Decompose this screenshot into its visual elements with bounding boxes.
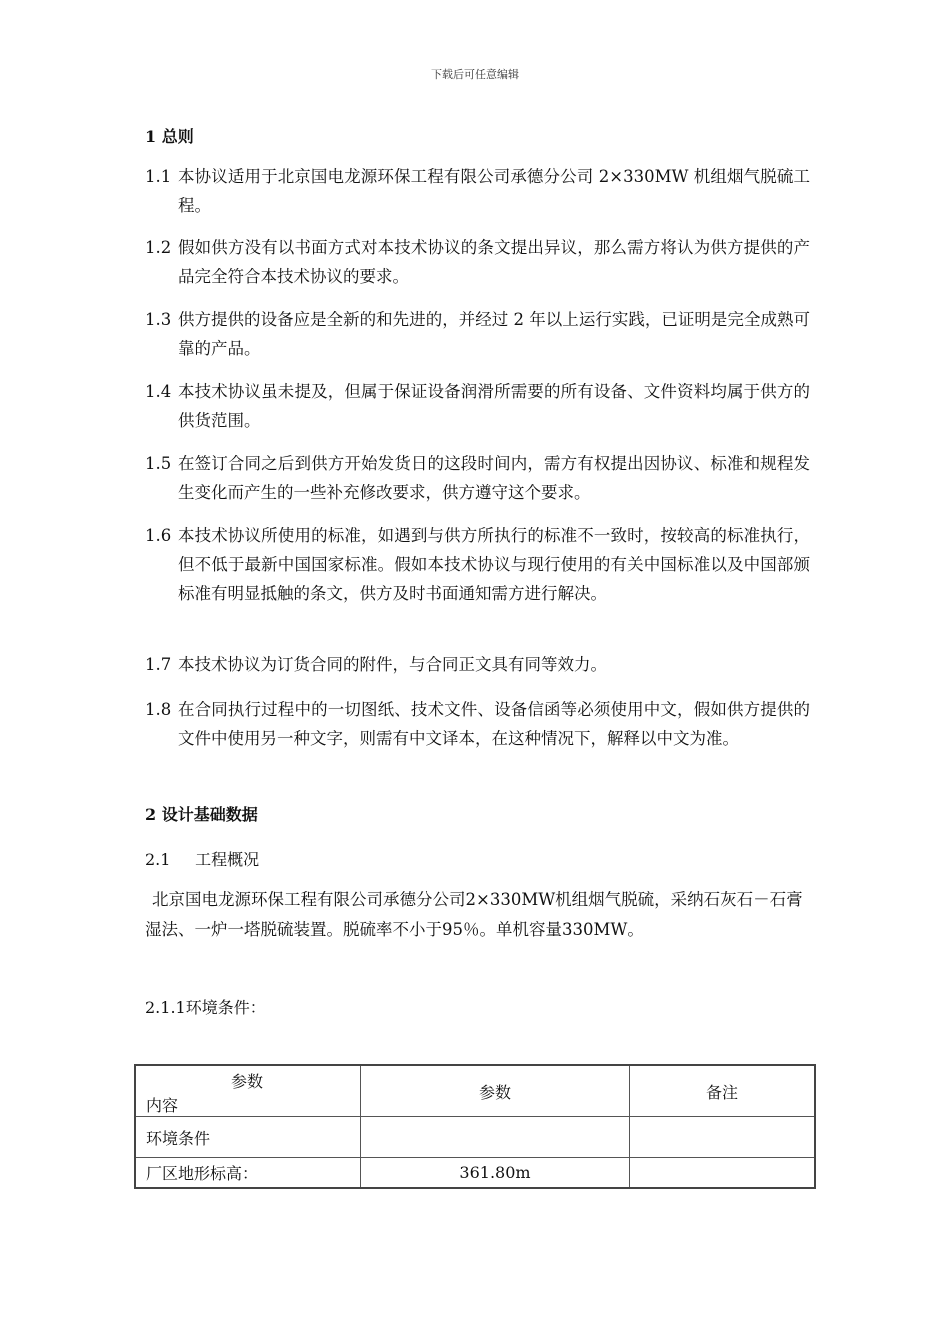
environment-conditions-label: 2.1.1环境条件： (145, 998, 266, 1017)
clause-number: 1.1 (145, 167, 172, 186)
clause-1-4 (145, 377, 810, 435)
table-row (135, 1117, 815, 1158)
section-1-title: 1 总则 (145, 127, 194, 146)
header-diag-top: 参数 (231, 1072, 264, 1091)
subsection-2-1 (145, 847, 259, 870)
header-param-cell: 参数 (361, 1065, 630, 1117)
project-overview-paragraph: 北京国电龙源环保工程有限公司承德分公司2×330MW机组烟气脱硫，采纳石灰石－石膏湿法、一炉一塔脱硫装置。脱硫率不小于95％。单机容量330MW。 (145, 890, 803, 939)
clause-number: 1.6 (145, 526, 172, 545)
header-diag-bottom: 内容 (146, 1096, 179, 1115)
clause-number: 1.5 (145, 454, 172, 473)
row-content-cell: 厂区地形标高： (135, 1158, 361, 1189)
clause-1-5 (145, 449, 810, 507)
clause-text: 本技术协议所使用的标准，如遇到与供方所执行的标准不一致时，按较高的标准执行，但不低于最新中国国家标准。假如本技术协议与现行使用的有关中国标准以及中国部颁标准有明显抵触的条文，供方及时书面通知需方进行解决。 (178, 526, 810, 603)
clause-number: 1.7 (145, 655, 172, 674)
clause-number: 1.3 (145, 310, 172, 329)
row-note-cell (630, 1117, 816, 1158)
row-content-cell: 环境条件 (135, 1117, 361, 1158)
clause-number: 1.2 (145, 238, 172, 257)
subsection-number: 2.1 (145, 850, 171, 869)
clause-1-1 (145, 162, 810, 220)
subsection-title: 工程概况 (195, 850, 260, 869)
row-param-cell: 361.80m (361, 1158, 630, 1189)
clause-1-8 (145, 695, 810, 753)
header-diagonal-cell (135, 1065, 361, 1117)
clause-text: 在签订合同之后到供方开始发货日的这段时间内，需方有权提出因协议、标准和规程发生变化而产生的一些补充修改要求，供方遵守这个要求。 (178, 454, 810, 502)
row-note-cell (630, 1158, 816, 1189)
clause-1-2 (145, 233, 810, 291)
clause-1-3 (145, 305, 810, 363)
clause-text: 在合同执行过程中的一切图纸、技术文件、设备信函等必须使用中文，假如供方提供的文件中使用另一种文字，则需有中文译本，在这种情况下，解释以中文为准。 (178, 700, 810, 748)
row-param-cell (361, 1117, 630, 1158)
clause-text: 本协议适用于北京国电龙源环保工程有限公司承德分公司 2×330MW 机组烟气脱硫工程。 (178, 167, 810, 215)
clause-number: 1.8 (145, 700, 172, 719)
clause-1-6 (145, 521, 810, 608)
table-row (135, 1158, 815, 1189)
clause-text: 假如供方没有以书面方式对本技术协议的条文提出异议，那么需方将认为供方提供的产品完全符合本技术协议的要求。 (178, 238, 810, 286)
clause-text: 本技术协议为订货合同的附件，与合同正文具有同等效力。 (178, 655, 607, 674)
section-2-title: 2 设计基础数据 (145, 805, 258, 824)
parameters-table (134, 1064, 816, 1189)
clause-number: 1.4 (145, 382, 172, 401)
clause-text: 本技术协议虽未提及，但属于保证设备润滑所需要的所有设备、文件资料均属于供方的供货范围。 (178, 382, 810, 430)
clause-text: 供方提供的设备应是全新的和先进的，并经过 2 年以上运行实践，已证明是完全成熟可靠的产品。 (178, 310, 810, 358)
page-header: 下载后可任意编辑 (431, 68, 519, 81)
clause-1-7 (145, 650, 810, 679)
header-note-cell: 备注 (630, 1065, 816, 1117)
table-header-row (135, 1065, 815, 1117)
